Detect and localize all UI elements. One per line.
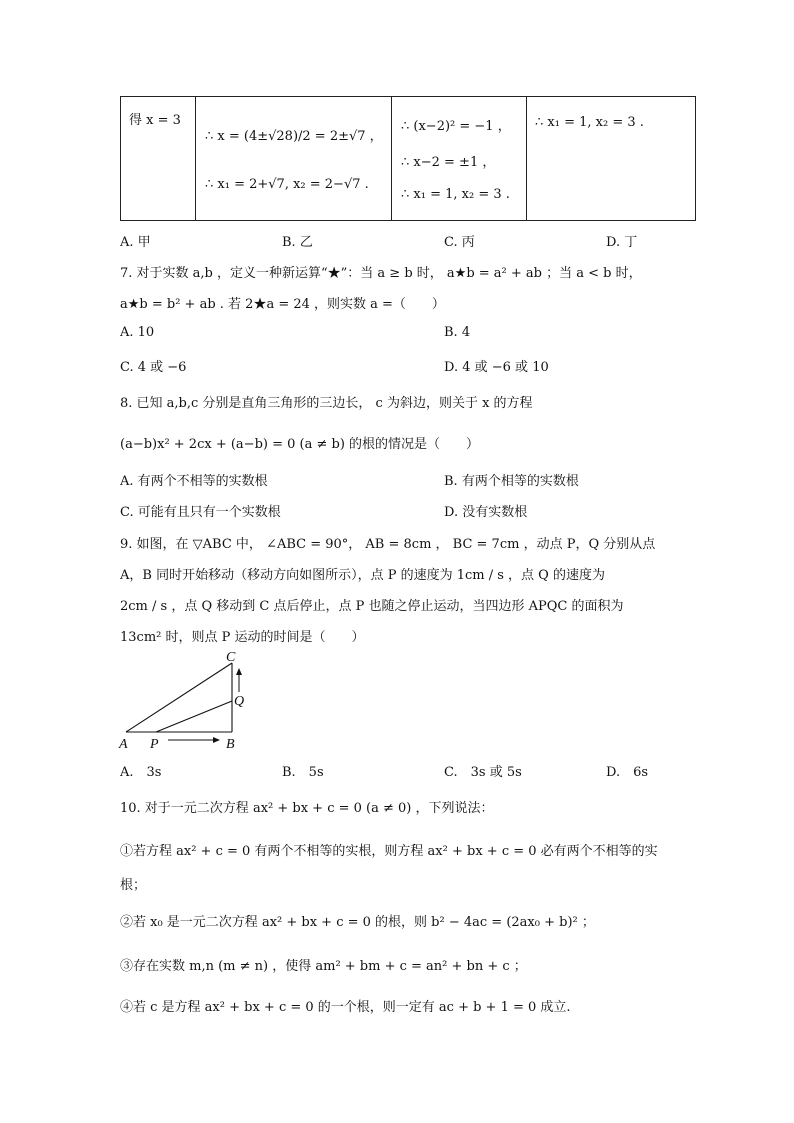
q7-stem-line1: 7. 对于实数 a,b ，定义一种新运算“★”：当 a ≥ b 时， a★b = a² + ab ；当 a < b 时， (120, 266, 642, 281)
q7-option-a: A. 10 (120, 325, 155, 340)
q6-option-d: D. 丁 (606, 235, 638, 250)
label-c: C (226, 650, 236, 665)
label-q: Q (234, 694, 245, 709)
table-cell-ding-line1: ∴ x₁ = 1, x₂ = 3 . (535, 115, 644, 130)
q7-stem-line2: a★b = b² + ab . 若 2★a = 24 ，则实数 a =（ ） (120, 297, 445, 312)
table-divider (526, 97, 527, 220)
q6-option-b: B. 乙 (282, 235, 313, 250)
q8-option-b: B. 有两个相等的实数根 (444, 474, 579, 489)
q7-option-d: D. 4 或 −6 或 10 (444, 360, 549, 375)
table-cell-bing-line2: ∴ x−2 = ±1 ， (401, 155, 496, 170)
q8-option-a: A. 有两个不相等的实数根 (120, 474, 268, 489)
table-cell-jia: 得 x = 3 (129, 113, 181, 128)
p-arrow-head (213, 737, 220, 743)
q10-item-4: ④若 c 是方程 ax² + bx + c = 0 的一个根，则一定有 ac + b + 1 = 0 成立. (120, 1000, 571, 1015)
label-b: B (226, 737, 235, 752)
q9-option-b: B. 5s (282, 765, 324, 780)
q6-option-a: A. 甲 (120, 235, 151, 250)
q8-option-d: D. 没有实数根 (444, 505, 528, 520)
table-cell-bing-line3: ∴ x₁ = 1, x₂ = 3 . (401, 187, 510, 202)
q8-stem-line1: 8. 已知 a,b,c 分别是直角三角形的三边长， c 为斜边，则关于 x 的方程 (120, 396, 533, 411)
table-divider (195, 97, 196, 220)
label-p: P (150, 737, 159, 752)
table-cell-yi-line1: ∴ x = (4±√28)/2 = 2±√7 ， (205, 129, 383, 144)
q10-item-1: ①若方程 ax² + c = 0 有两个不相等的实根，则方程 ax² + bx + c = 0 必有两个不相等的实 (120, 844, 658, 859)
q9-stem-line4: 13cm² 时，则点 P 运动的时间是（ ） (120, 630, 365, 645)
q10-stem: 10. 对于一元二次方程 ax² + bx + c = 0 (a ≠ 0) ，下列说法： (120, 801, 494, 816)
q7-option-c: C. 4 或 −6 (120, 360, 187, 375)
q9-stem-line1: 9. 如图，在 ▽ABC 中， ∠ABC = 90°， AB = 8cm ， BC = 7cm ，动点 P，Q 分别从点 (120, 537, 656, 552)
table-cell-yi-line2: ∴ x₁ = 2+√7, x₂ = 2−√7 . (205, 177, 369, 192)
q9-stem-line3: 2cm / s ，点 Q 移动到 C 点后停止，点 P 也随之停止运动，当四边形 APQC 的面积为 (120, 599, 624, 614)
table-divider (391, 97, 392, 220)
label-a: A (119, 737, 128, 752)
solution-table (120, 96, 696, 221)
table-cell-bing-line1: ∴ (x−2)² = −1 ， (401, 119, 511, 134)
q9-option-a: A. 3s (120, 765, 162, 780)
q9-option-d: D. 6s (606, 765, 649, 780)
triangle-figure (110, 648, 260, 752)
q6-option-c: C. 丙 (444, 235, 475, 250)
q10-item-2: ②若 x₀ 是一元二次方程 ax² + bx + c = 0 的根，则 b² − 4ac = (2ax₀ + b)² ； (120, 915, 595, 930)
q8-option-c: C. 可能有且只有一个实数根 (120, 505, 281, 520)
q9-option-c: C. 3s 或 5s (444, 765, 522, 780)
q7-option-b: B. 4 (444, 325, 471, 340)
q9-stem-line2: A，B 同时开始移动（移动方向如图所示），点 P 的速度为 1cm / s ，点 Q 的速度为 (120, 568, 605, 583)
q10-item-1-cont: 根； (120, 878, 147, 893)
q-arrow-head (236, 668, 242, 675)
q8-stem-line2: (a−b)x² + 2cx + (a−b) = 0 (a ≠ b) 的根的情况是（ ） (120, 437, 480, 452)
side-ac (126, 663, 232, 732)
q10-item-3: ③存在实数 m,n (m ≠ n) ，使得 am² + bm + c = an² + bn + c ； (120, 959, 527, 974)
